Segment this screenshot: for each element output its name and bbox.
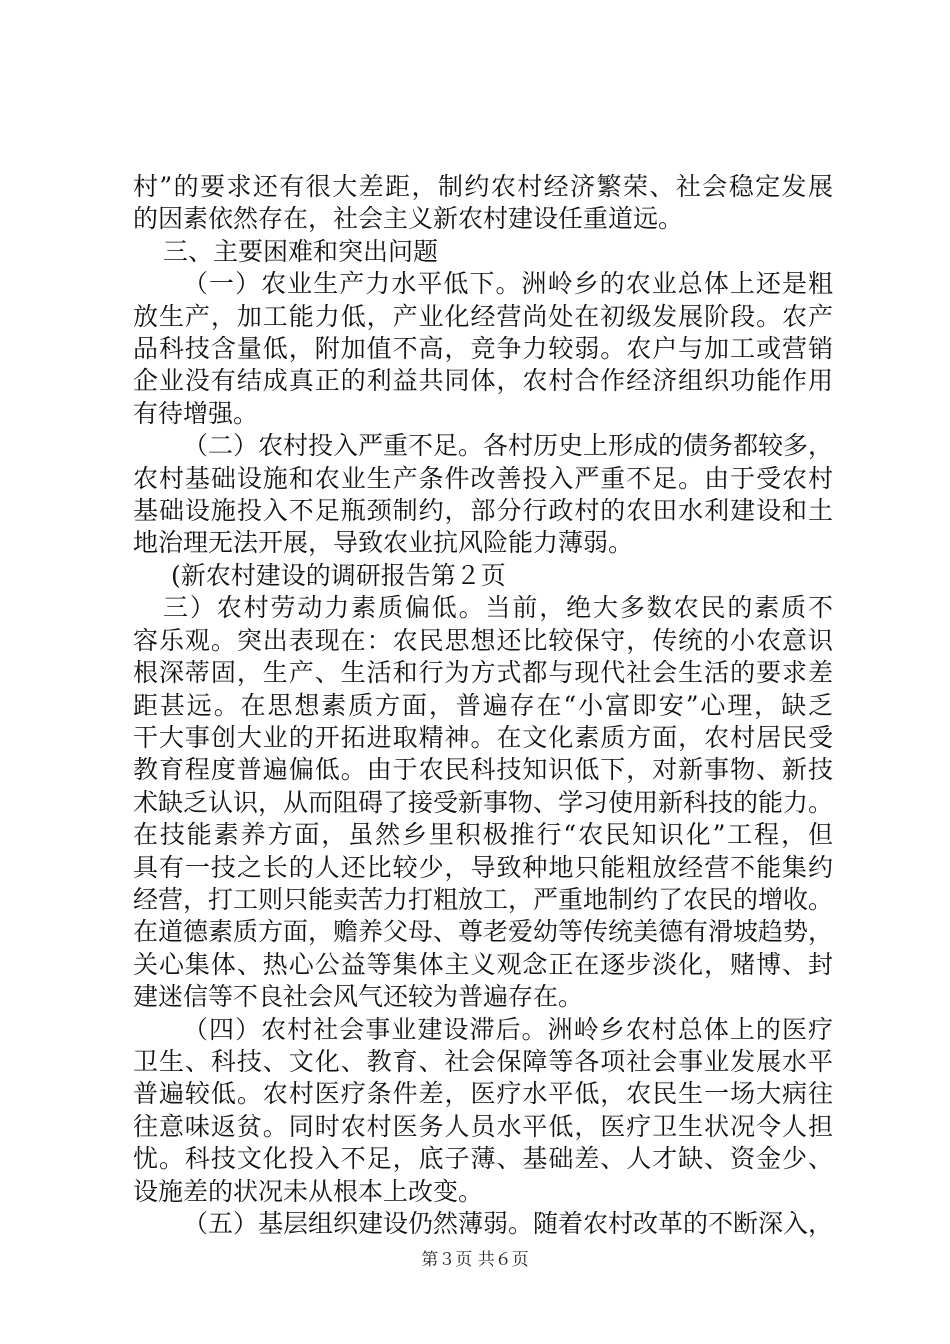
text-line: 在技能素养方面，虽然乡里积极推行“农民知识化”工程，但 bbox=[133, 820, 833, 850]
text-line: 设施差的状况未从根本上改变。 bbox=[133, 1176, 484, 1206]
text-line: 基础设施投入不足瓶颈制约，部分行政村的农田水利建设和土 bbox=[133, 496, 833, 526]
text-line: 在道德素质方面，赡养父母、尊老爱幼等传统美德有滑坡趋势， bbox=[133, 917, 834, 947]
text-line: (新农村建设的调研报告第２页 bbox=[171, 560, 506, 590]
text-line: 卫生、科技、文化、教育、社会保障等各项社会事业发展水平 bbox=[133, 1046, 833, 1076]
text-line: 地治理无法开展，导致农业抗风险能力薄弱。 bbox=[133, 528, 634, 558]
text-line: （一）农业生产力水平低下。洲岭乡的农业总体上还是粗 bbox=[183, 269, 833, 299]
text-line: 经营，打工则只能卖苦力打粗放工，严重地制约了农民的增收。 bbox=[133, 884, 834, 914]
text-line: 术缺乏认识，从而阻碍了接受新事物、学习使用新科技的能力。 bbox=[133, 787, 834, 817]
text-line: 往意味返贫。同时农村医务人员水平低，医疗卫生状况令人担 bbox=[133, 1111, 833, 1141]
text-line: 农村基础设施和农业生产条件改善投入严重不足。由于受农村 bbox=[133, 463, 833, 493]
text-line: 干大事创大业的开拓进取精神。在文化素质方面，农村居民受 bbox=[133, 722, 833, 752]
text-line: 具有一技之长的人还比较少，导致种地只能粗放经营不能集约 bbox=[133, 852, 833, 882]
text-line: （四）农村社会事业建设滞后。洲岭乡农村总体上的医疗 bbox=[183, 1014, 833, 1044]
text-line: 三）农村劳动力素质偏低。当前，绝大多数农民的素质不 bbox=[163, 593, 833, 623]
text-line: 距甚远。在思想素质方面，普遍存在“小富即安”心理，缺乏 bbox=[133, 690, 833, 720]
text-line: 的因素依然存在，社会主义新农村建设任重道远。 bbox=[133, 204, 684, 234]
page-footer: 第３页 共６页 bbox=[421, 1250, 529, 1270]
text-line: 关心集体、热心公益等集体主义观念正在逐步淡化，赌博、封 bbox=[133, 949, 833, 979]
text-line: 根深蒂固，生产、生活和行为方式都与现代社会生活的要求差 bbox=[133, 658, 833, 688]
text-line: 村”的要求还有很大差距，制约农村经济繁荣、社会稳定发展 bbox=[133, 172, 833, 201]
text-line: 有待增强。 bbox=[133, 398, 259, 428]
body-text bbox=[133, 171, 833, 1240]
text-line: 教育程度普遍偏低。由于农民科技知识低下，对新事物、新技 bbox=[133, 755, 833, 785]
text-line: 建迷信等不良社会风气还较为普遍存在。 bbox=[133, 982, 584, 1012]
text-line: 容乐观。突出表现在：农民思想还比较保守，传统的小农意识 bbox=[133, 625, 833, 655]
text-line: 放生产，加工能力低，产业化经营尚处在初级发展阶段。农产 bbox=[133, 301, 833, 331]
text-line: 品科技含量低，附加值不高，竞争力较弱。农户与加工或营销 bbox=[133, 334, 833, 364]
text-line: （二）农村投入严重不足。各村历史上形成的债务都较多， bbox=[183, 431, 834, 461]
text-line: 企业没有结成真正的利益共同体，农村合作经济组织功能作用 bbox=[133, 366, 833, 396]
text-line: 普遍较低。农村医疗条件差，医疗水平低，农民生一场大病往 bbox=[133, 1079, 833, 1109]
text-line: （五）基层组织建设仍然薄弱。随着农村改革的不断深入， bbox=[183, 1209, 834, 1238]
section-heading: 三、主要困难和突出问题 bbox=[163, 236, 439, 266]
text-line: 忧。科技文化投入不足，底子薄、基础差、人才缺、资金少、 bbox=[133, 1144, 833, 1174]
